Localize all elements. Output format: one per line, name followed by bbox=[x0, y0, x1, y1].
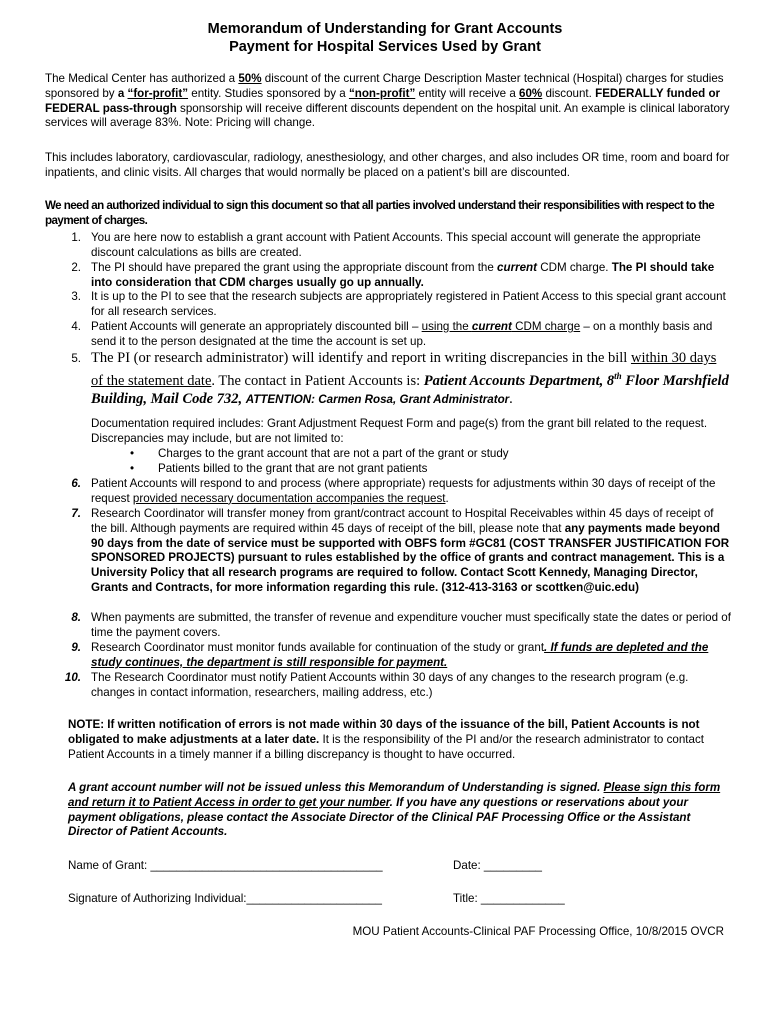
item-7: Research Coordinator will transfer money from grant/contract account to Hospital Receivables within 45 days of receipt of the bill. Although payments are required within 45 days of receipt of the bill, please note that any payments made beyond 90 days from the date of service must be supported with OBFS form #GC81 (COST TRANSFER JUSTIFICATION FOR SPONSORED PROJECTS) pursuant to rules established by the office of grants and contract management. This is a University Policy that all research programs are required to follow. Contact Scott Kennedy, Managing Director, Grants and Contracts, for more information regarding this rule. (312-413-3163 or scottken@uic.edu) bbox=[91, 507, 730, 594]
item-number: 9. bbox=[71, 641, 81, 654]
item-number: 1. bbox=[71, 231, 81, 244]
note-paragraph: NOTE: If written notification of errors is not made within 30 days of the issuance of the bill, Patient Accounts is not obligated to make adjustments at a later date. It is the responsibility of the PI and/or the research administrator to contact Patient Accounts in a timely manner if a billing discrepancy is thought to have occurred. bbox=[68, 718, 704, 761]
bullet-icon: • bbox=[130, 462, 135, 475]
scope-paragraph: This includes laboratory, cardiovascular, radiology, anesthesiology, and other charges, and also includes OR time, room and board for inpatients, and clinic visits. All charges that would normally be placed on a patient’s bill are discounted. bbox=[45, 151, 730, 179]
date-field[interactable]: Date: _________ bbox=[453, 859, 542, 872]
bullet-item-1: Charges to the grant account that are not a part of the grant or study bbox=[158, 447, 509, 460]
item-number: 5. bbox=[71, 352, 81, 365]
footer: MOU Patient Accounts-Clinical PAF Processing Office, 10/8/2015 OVCR bbox=[352, 925, 724, 938]
grant-name-field[interactable]: Name of Grant: ____________________________________ bbox=[68, 859, 383, 872]
item-number: 2. bbox=[71, 261, 81, 274]
signature-instructions: A grant account number will not be issued unless this Memorandum of Understanding is signed. Please sign this form and return it to Patient Access in order to get your number. If you have any questions or reservations about your payment obligations, please contact the Associate Director of the Clinical PAF Processing Office or the Assistant Director of Patient Accounts. bbox=[68, 781, 721, 839]
item-5: The PI (or research administrator) will identify and report in writing discrepancies in the bill within 30 days of the statement date. The contact in Patient Accounts is: Patient Accounts Department, 8th Floor Marshfield Building, Mail Code 732, ATTENTION: Carmen Rosa, Grant Administrator. bbox=[91, 350, 729, 407]
item-number: 6. bbox=[71, 477, 81, 490]
item-3: It is up to the PI to see that the research subjects are appropriately registered in Patient Access to this special grant account for all research services. bbox=[91, 290, 726, 318]
item-9: Research Coordinator must monitor funds available for continuation of the study or grant. If funds are depleted and the study continues, the department is still responsible for payment. bbox=[91, 641, 709, 669]
bullet-icon: • bbox=[130, 447, 135, 460]
item-2: The PI should have prepared the grant using the appropriate discount from the current CDM charge. The PI should take into consideration that CDM charges usually go up annually. bbox=[91, 261, 715, 289]
item-4: Patient Accounts will generate an appropriately discounted bill – using the current CDM charge – on a monthly basis and send it to the person designated at the time the account is set up. bbox=[91, 320, 713, 348]
item-6: Patient Accounts will respond to and process (where appropriate) requests for adjustments within 30 days of receipt of the request provided necessary documentation accompanies the request. bbox=[91, 477, 716, 505]
document-title: Memorandum of Understanding for Grant Accounts bbox=[207, 21, 563, 37]
intro-paragraph: The Medical Center has authorized a 50% discount of the current Charge Description Master technical (Hospital) charges for studies sponsored by a “for-profit” entity. Studies sponsored by a “non-profit” entity will receive a 60% discount. FEDERALLY funded or FEDERAL pass-through sponsorship will receive different discounts dependent on the hospital unit. An example is clinical laboratory services will average 83%. Note: Pricing will change. bbox=[45, 72, 730, 130]
signature-field[interactable]: Signature of Authorizing Individual:_____________________ bbox=[68, 892, 382, 905]
item-number: 7. bbox=[71, 507, 81, 520]
item-number: 8. bbox=[71, 611, 81, 624]
item-8: When payments are submitted, the transfer of revenue and expenditure voucher must specifically state the dates or period of time the payment covers. bbox=[91, 611, 731, 639]
item-number: 10. bbox=[64, 671, 81, 684]
bullet-item-2: Patients billed to the grant that are not grant patients bbox=[158, 462, 428, 475]
item-1: You are here now to establish a grant account with Patient Accounts. This special account will generate the appropriate discount calculations as bills are created. bbox=[91, 231, 701, 259]
authorization-heading: We need an authorized individual to sign this document so that all parties involved understand their responsibilities with respect to the payment of charges. bbox=[45, 199, 715, 227]
item-number: 3. bbox=[71, 290, 81, 303]
item-10: The Research Coordinator must notify Patient Accounts within 30 days of any changes to the research program (e.g. changes in contact information, researchers, mailing address, etc.) bbox=[91, 671, 689, 699]
documentation-text: Documentation required includes: Grant Adjustment Request Form and page(s) from the grant bill related to the request. Discrepancies may include, but are not limited to: bbox=[91, 417, 708, 445]
item-number: 4. bbox=[71, 320, 81, 333]
document-subtitle: Payment for Hospital Services Used by Grant bbox=[229, 39, 541, 55]
title-field[interactable]: Title: _____________ bbox=[453, 892, 565, 905]
